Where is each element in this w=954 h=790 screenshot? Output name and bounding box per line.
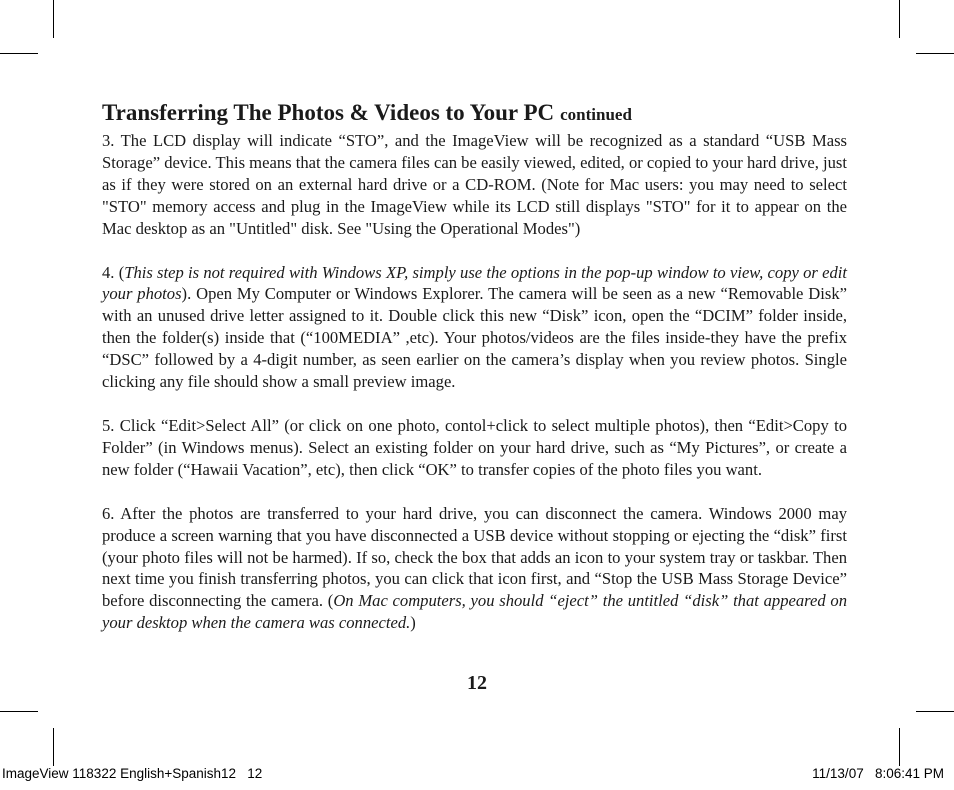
step-6-text: 6. After the photos are transferred to your hard drive, you can disconnect the camera. Windows 2000 may produce a screen warning that you have disconnected a USB device without stopping or ejecting the “disk” first (your photo files will not be harmed). If so, check the box that adds an icon to your system tray or taskbar. Then next time you finish transferring photos, you can click that icon first, and “Stop the USB Mass Storage Device” before disconnecting the camera. (	[102, 503, 847, 611]
crop-mark	[53, 728, 54, 766]
crop-mark	[0, 53, 38, 54]
crop-mark	[916, 711, 954, 712]
step-5-paragraph: 5. Click “Edit>Select All” (or click on one photo, contol+click to select multiple photos), then “Edit>Copy to Folder” (in Windows menus). Select an existing folder on your hard drive, such as “My Pictures”, or create a new folder (“Hawaii Vacation”, etc), then click “OK” to transfer copies of the photo files you want.	[102, 415, 847, 479]
step-6-suffix: )	[410, 613, 416, 633]
step-4-note: This step is not required with Windows XP, simply use the options in the pop-up window to view, copy or edit your photos	[102, 262, 847, 304]
step-4-prefix: 4. (	[102, 262, 125, 282]
step-4-text: ). Open My Computer or Windows Explorer. The camera will be seen as a new “Removable Disk” with an unused drive letter assigned to it. Double click this new “Disk” icon, open the “DCIM” folder inside, then the folder(s) inside that (“100MEDIA” ,etc). Your photos/videos are the files inside-they have the prefix “DSC” followed by a 4-digit number, as seen earlier on the camera’s display when you review photos. Single clicking any file should show a small preview image.	[102, 284, 847, 392]
step-6-paragraph	[102, 503, 847, 634]
continued-label: continued	[560, 105, 632, 124]
crop-mark	[53, 0, 54, 38]
page-content	[102, 98, 847, 634]
page-title	[102, 98, 847, 130]
print-slug-timestamp: 11/13/07 8:06:41 PM	[812, 766, 944, 781]
print-slug-file: ImageView 118322 English+Spanish12 12	[2, 766, 263, 781]
crop-mark	[0, 711, 38, 712]
step-4-paragraph	[102, 262, 847, 393]
step-6-mac-note: On Mac computers, you should “eject” the untitled “disk” that appeared on your desktop when the camera was connected.	[102, 591, 847, 633]
title-text: Transferring The Photos & Videos to Your PC	[102, 100, 555, 125]
step-3-paragraph: 3. The LCD display will indicate “STO”, and the ImageView will be recognized as a standard “USB Mass Storage” device. This means that the camera files can be easily viewed, edited, or copied to your hard drive, just as if they were stored on an external hard drive or a CD-ROM. (Note for Mac users: you may need to select "STO" memory access and plug in the ImageView while its LCD still displays "STO" for it to appear on the Mac desktop as an "Untitled" disk. See "Using the Operational Modes")	[102, 131, 847, 238]
crop-mark	[916, 53, 954, 54]
crop-mark	[899, 728, 900, 766]
crop-mark	[899, 0, 900, 38]
page-number: 12	[467, 672, 487, 694]
